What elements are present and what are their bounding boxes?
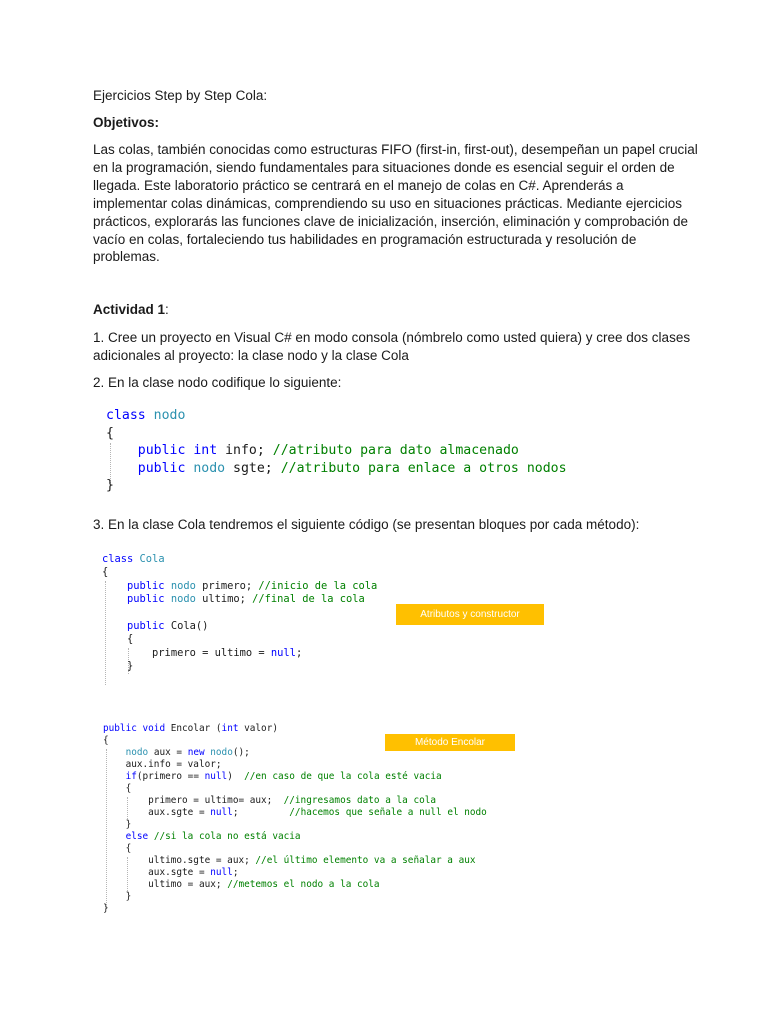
code-line	[103, 891, 487, 903]
objectives-paragraph	[93, 141, 698, 266]
objectives-title: Objetivos:	[93, 115, 160, 130]
code-keyword: class	[102, 553, 140, 565]
code-line	[102, 580, 377, 593]
code-text: valor)	[244, 723, 278, 734]
code-keyword: null	[270, 646, 296, 659]
code-text	[102, 593, 127, 605]
code-line	[102, 620, 377, 633]
code-keyword: int	[221, 723, 245, 734]
code-comment: //en caso de que la cola esté vacia	[244, 771, 442, 782]
code-text: Encolar (	[170, 723, 222, 734]
code-keyword: null	[210, 807, 233, 818]
code-text: aux.info = valor;	[103, 759, 222, 770]
code-line	[106, 442, 567, 460]
code-line	[103, 903, 487, 915]
objectives-line: llegada. Este laboratorio práctico se centrará en el manejo de colas en C#. Aprenderás a	[93, 177, 624, 193]
code-text	[103, 831, 126, 842]
objectives-line: problemas.	[93, 249, 160, 265]
step-1	[93, 329, 690, 365]
code-text: ;	[232, 867, 239, 878]
code-text: ultimo = aux;	[103, 879, 228, 890]
code-block-nodo	[106, 407, 567, 495]
code-text: }	[106, 478, 114, 493]
code-line	[103, 831, 487, 843]
step-1-line: 1. Cree un proyecto en Visual C# en modo consola (nómbrelo como usted quiera) y cree dos clases	[93, 330, 691, 345]
code-type: nodo	[125, 747, 154, 758]
code-keyword: public	[127, 593, 171, 606]
label-attributes-constructor: Atributos y constructor	[396, 604, 544, 625]
code-text: aux.sgte =	[103, 867, 211, 878]
code-keyword: if	[125, 771, 137, 782]
code-type: nodo	[153, 408, 186, 423]
code-comment: //metemos el nodo a la cola	[227, 879, 380, 890]
code-comment: //inicio de la cola	[258, 579, 378, 592]
code-line	[103, 795, 487, 807]
code-block-cola	[102, 553, 377, 674]
document-heading: Ejercicios Step by Step Cola:	[93, 88, 268, 103]
code-text: ();	[232, 747, 250, 758]
objectives-line: en la programación, siendo fundamentales para situaciones donde es esencial seguir el orden de	[93, 159, 675, 175]
code-keyword: public	[137, 460, 194, 476]
code-comment: //atributo para enlace a otros nodos	[280, 460, 567, 476]
code-text: )	[227, 771, 245, 782]
code-comment: //final de la cola	[252, 593, 365, 606]
code-comment: //ingresamos dato a la cola	[283, 795, 437, 806]
code-keyword: class	[106, 408, 154, 423]
code-line	[102, 647, 377, 660]
code-text: sgte;	[233, 460, 281, 476]
code-text	[106, 443, 138, 458]
objectives-line: implementar colas dinámicas, comprendiendo su uso en situaciones prácticas. Mediante ejercicios	[93, 195, 683, 211]
code-line	[102, 553, 377, 566]
code-text: {	[103, 735, 109, 746]
code-keyword: null	[204, 771, 228, 782]
code-type: nodo	[193, 460, 234, 476]
code-line	[103, 759, 487, 771]
code-keyword: new	[187, 747, 211, 758]
objectives-line: Las colas, también conocidas como estructuras FIFO (first-in, first-out), desempeñan un papel crucial	[93, 142, 698, 157]
code-line	[106, 425, 567, 443]
code-line	[103, 855, 487, 867]
code-keyword: public	[127, 619, 171, 632]
code-text	[103, 771, 126, 782]
code-block-encolar	[103, 723, 487, 915]
code-keyword: public void	[103, 723, 171, 734]
activity-title: Actividad 1	[93, 302, 166, 317]
code-text: aux.sgte =	[103, 807, 211, 818]
activity-title-line	[93, 302, 169, 317]
code-line	[103, 807, 487, 819]
code-comment: //si la cola no está vacia	[153, 831, 301, 842]
code-comment: //atributo para dato almacenado	[272, 443, 519, 458]
code-text: ;	[232, 807, 290, 818]
code-keyword: public int	[137, 443, 226, 458]
code-type: nodo	[170, 593, 203, 606]
code-text: }	[103, 891, 132, 902]
label-encolar-method: Método Encolar	[385, 734, 515, 751]
code-text: (primero ==	[136, 771, 205, 782]
code-text: ;	[295, 646, 303, 659]
code-text	[103, 747, 126, 758]
code-text: {	[103, 843, 132, 854]
code-line	[103, 819, 487, 831]
code-comment: //el último elemento va a señalar a aux	[255, 855, 476, 866]
code-line	[102, 660, 377, 673]
code-line	[103, 879, 487, 891]
code-type: Cola	[139, 553, 165, 565]
code-text	[106, 461, 138, 476]
activity-title-colon: :	[165, 302, 169, 317]
code-text: primero = ultimo =	[102, 646, 271, 659]
code-text	[102, 580, 127, 592]
code-line	[102, 566, 377, 579]
code-line	[106, 477, 567, 495]
code-line	[102, 633, 377, 646]
code-text: }	[103, 903, 109, 914]
code-line	[103, 843, 487, 855]
code-keyword: public	[127, 579, 171, 592]
code-line	[103, 771, 487, 783]
step-1-line: adicionales al proyecto: la clase nodo y la clase Cola	[93, 347, 409, 363]
code-text: primero = ultimo= aux;	[103, 795, 284, 806]
code-comment: //hacemos que señale a null el nodo	[289, 807, 487, 818]
code-text: {	[106, 425, 114, 441]
objectives-line: prácticos, explorarás las funciones clave de inicialización, inserción, eliminación y comprobación de	[93, 213, 689, 229]
code-type: nodo	[210, 747, 233, 758]
code-text: {	[102, 633, 134, 646]
code-text: ultimo.sgte = aux;	[103, 855, 256, 866]
step-2: 2. En la clase nodo codifique lo siguiente:	[93, 375, 342, 390]
code-text: {	[103, 783, 132, 794]
code-text: aux =	[153, 747, 188, 758]
code-line	[103, 783, 487, 795]
code-line	[103, 867, 487, 879]
code-text: Cola()	[170, 619, 209, 632]
code-text: {	[102, 566, 109, 579]
code-keyword: else	[125, 831, 154, 842]
code-line	[102, 607, 377, 620]
code-text: }	[103, 819, 132, 830]
code-line	[106, 460, 567, 478]
code-keyword: null	[210, 867, 233, 878]
code-text: ultimo;	[202, 593, 253, 606]
code-text: primero;	[202, 579, 259, 592]
code-type: nodo	[170, 579, 203, 592]
code-line	[106, 407, 567, 425]
code-text: info;	[225, 443, 273, 458]
code-line	[102, 593, 377, 606]
objectives-line: vacío en colas, fortaleciendo tus habilidades en programación estructurada y resolución de	[93, 231, 637, 247]
step-3: 3. En la clase Cola tendremos el siguiente código (se presentan bloques por cada método):	[93, 517, 640, 532]
code-text	[102, 620, 127, 632]
code-text: }	[102, 660, 134, 673]
